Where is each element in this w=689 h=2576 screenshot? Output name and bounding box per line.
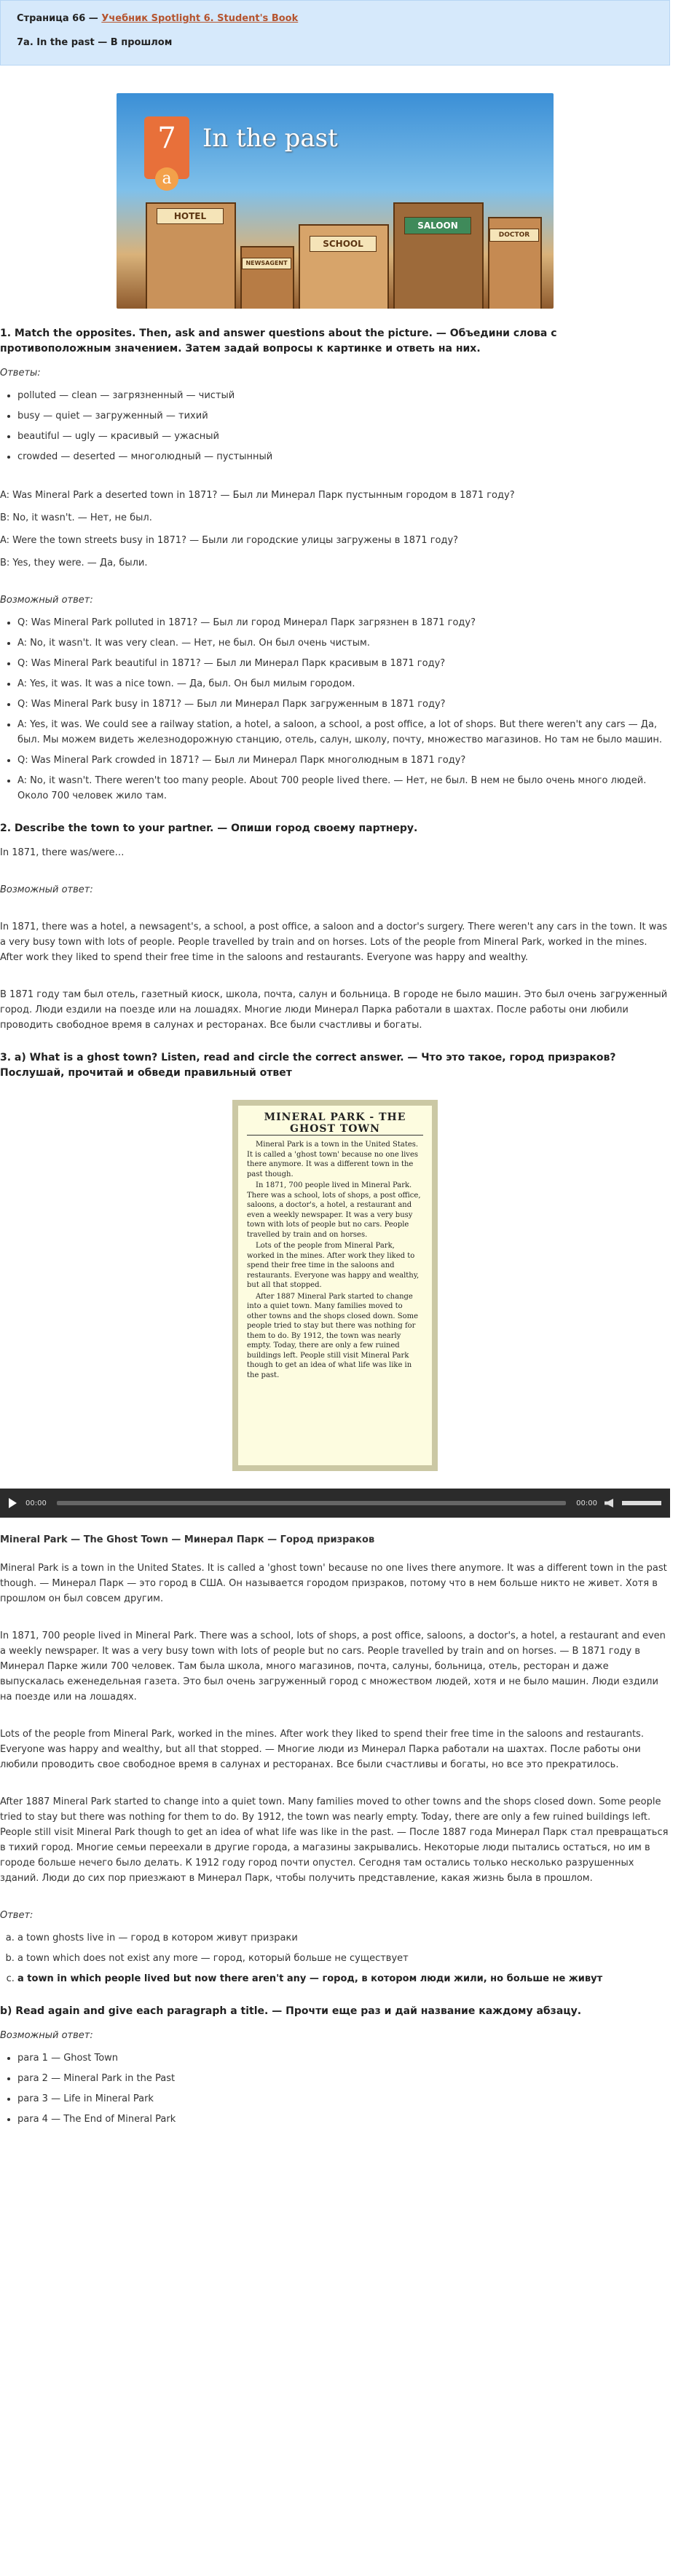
task1-possible-label: Возможный ответ: xyxy=(0,595,93,606)
qa-list xyxy=(0,615,670,804)
saloon-sign: SALOON xyxy=(404,217,471,234)
scan-paragraph: After 1887 Mineral Park started to change into a quiet town. Many families moved to other towns and the shops closed down. Some people tried to stay but there was nothing for them to do. By 1912, the town was nearly empty. Today, there are only a few ruined buildings left. People still visit Mineral Park though to get an idea of what life was like in the past. xyxy=(247,1292,419,1379)
textbook-scan xyxy=(0,1100,670,1471)
list-item: • beautiful — ugly — красивый — ужасный xyxy=(17,429,670,444)
task2-possible-label: Возможный ответ: xyxy=(0,884,93,895)
dialog-line: A: Was Mineral Park a deserted town in 1871? — Был ли Минерал Парк пустынным городом в 1871 году? xyxy=(0,490,515,501)
current-time: 00:00 xyxy=(25,1499,47,1507)
task2-answer-en: In 1871, there was a hotel, a newsagent's, a school, a post office, a saloon and a doctor's surgery. There weren't any cars in the town. It was a very busy town with lots of people. People travelled by train and on horses. Lots of the people from Mineral Park, worked in the mines. After work they liked to spend their free time in the saloons and restaurants. Everyone was happy and wealthy. xyxy=(0,922,668,963)
list-item xyxy=(17,1971,670,1986)
text-paragraph: In 1871, 700 people lived in Mineral Park. There was a school, lots of shops, a post office, saloons, a doctor's, a hotel, a restaurant and even a weekly newspaper. It was a very busy town with lots of people but no cars. People travelled by train and on horses. — В 1871 году в Минерал Парке жили 700 человек. Там была школа, много магазинов, почта, салуны, больница, отель, ресторан и даже выпускалась еженедельная газета. Это был очень загруженный город с множеством людей, хотя и не было машин. Люди ездили на поезде или на лошадях. xyxy=(0,1630,666,1703)
audio-player xyxy=(0,1489,670,1518)
hotel-sign: HOTEL xyxy=(157,208,224,224)
newsagent-sign: NEWSAGENT xyxy=(242,258,291,269)
task3-heading: 3. a) What is a ghost town? Listen, read and circle the correct answer. — Что это такое, город призраков? Послушай, прочитай и обведи правильный ответ xyxy=(0,1052,616,1079)
list-item: • para 1 — Ghost Town xyxy=(17,2050,670,2066)
doctor-sign: DOCTOR xyxy=(489,229,539,242)
list-item: • polluted — clean — загрязненный — чистый xyxy=(17,388,670,403)
list-item: • A: Yes, it was. We could see a railway station, a hotel, a saloon, a school, a post office, a lot of shops. But there weren't any cars — Да, был. Мы можем видеть железнодорожную станцию, отель, салун, школу, почту, множество магазинов. Но там не было машин. xyxy=(17,717,670,748)
text-title: Mineral Park — The Ghost Town — Минерал Парк — Город призраков xyxy=(0,1534,375,1545)
newsagent-building xyxy=(240,246,294,309)
opposites-list xyxy=(0,388,670,464)
text-paragraph: Lots of the people from Mineral Park, worked in the mines. After work they liked to spend their free time in the saloons and restaurants. Everyone was happy and wealthy, but all that stopped. — Многие люди из Минерал Парка работали на шахтах. После работы они любили проводить свое свободное время в салунах и ресторанах. Все были счастливы и богаты, но все это прекратилось. xyxy=(0,1729,644,1770)
list-item: • A: No, it wasn't. It was very clean. — Нет, не был. Он был очень чистым. xyxy=(17,635,670,651)
scan-paragraph: Lots of the people from Mineral Park, worked in the mines. After work they liked to spend their free time in the saloons and restaurants. Everyone was happy and wealthy, but all that stopped. xyxy=(247,1242,420,1289)
lesson-illustration xyxy=(0,93,670,309)
list-item: • Q: Was Mineral Park polluted in 1871? — Был ли город Минерал Парк загрязнен в 1871 году? xyxy=(17,615,670,630)
list-item: • busy — quiet — загруженный — тихий xyxy=(17,408,670,424)
answer-options xyxy=(0,1930,670,1986)
text-paragraph: After 1887 Mineral Park started to change into a quiet town. Many families moved to other towns and the shops closed down. Some people tried to stay but there was nothing for them to do. By 1912, the town was nearly empty. Today, there are only a few ruined buildings left. People still visit Mineral Park though to get an idea of what life was like in the past. — После 1887 года Минерал Парк стал превращаться в тихий город. Многие семьи переехали в другие города, а магазины закрывались. Некоторые люди пытались остаться, но им в городе больше нечего было делать. К 1912 году город почти опустел. Сегодня там остались только несколько разрушенных зданий. Люди до сих пор приезжают в Минерал Парк, чтобы получить представление, какая жизнь была в прошлом. xyxy=(0,1796,669,1884)
dialog-line: A: Were the town streets busy in 1871? — Были ли городские улицы загружены в 1871 году? xyxy=(0,535,459,546)
task1-heading: 1. Match the opposites. Then, ask and answer questions about the picture. — Объедини слова с противоположным значением. Затем задай вопросы к картинке и ответь на них. xyxy=(0,328,557,354)
page-header xyxy=(0,0,670,66)
task2-prompt: In 1871, there was/were… xyxy=(0,847,125,858)
correct-answer: a town in which people lived but now there aren't any — город, в котором люди жили, но больше не живут xyxy=(17,1973,603,1984)
volume-icon[interactable] xyxy=(605,1499,613,1507)
task3b-possible-label: Возможный ответ: xyxy=(0,2030,93,2041)
list-item: • para 4 — The End of Mineral Park xyxy=(17,2112,670,2127)
task3-answer-label: Ответ: xyxy=(0,1910,34,1921)
list-item: b. a town which does not exist any more — город, который больше не существует xyxy=(17,1951,670,1966)
unit-badge: 7 a xyxy=(144,116,189,179)
list-item: • para 3 — Life in Mineral Park xyxy=(17,2091,670,2107)
list-item: • A: No, it wasn't. There weren't too many people. About 700 people lived there. — Нет, не был. В нем не было очень много людей. Около 700 человек жило там. xyxy=(17,773,670,804)
duration: 00:00 xyxy=(576,1499,597,1507)
list-item: a. a town ghosts live in — город в котором живут призраки xyxy=(17,1930,670,1946)
paragraph-titles xyxy=(0,2050,670,2127)
dialog-line: B: Yes, they were. — Да, были. xyxy=(0,558,148,568)
school-sign: SCHOOL xyxy=(310,236,377,252)
task2-answer-ru: В 1871 году там был отель, газетный киоск, школа, почта, салун и больница. В городе не было машин. Это был очень загруженный город. Люди ездили на поезде или на лошадях. Многие люди Минерал Парка работали в шахтах. После работы они любили проводить свободное время в салунах и ресторанах. Все были счастливы и богаты. xyxy=(0,989,668,1031)
task2-heading: 2. Describe the town to your partner. — Опиши город своему партнеру. xyxy=(0,823,418,834)
page-reference: Страница 66 — Учебник Spotlight 6. Student's Book xyxy=(17,13,299,24)
task3b-heading: b) Read again and give each paragraph a title. — Прочти еще раз и дай название каждому абзацу. xyxy=(0,2005,582,2017)
list-item: • para 2 — Mineral Park in the Past xyxy=(17,2071,670,2086)
play-icon[interactable] xyxy=(9,1498,17,1508)
scan-paragraph: In 1871, 700 people lived in Mineral Park. There was a school, lots of shops, a post office, saloons, a doctor's, a hotel, a restaurant and even a weekly newspaper. It was a very busy town with lots of people but no cars. People travelled by train and on horses. xyxy=(247,1181,421,1239)
list-item: • Q: Was Mineral Park busy in 1871? — Был ли Минерал Парк загруженным в 1871 году? xyxy=(17,697,670,712)
task1-answers-label: Ответы: xyxy=(0,368,41,379)
dialog-line: B: No, it wasn't. — Нет, не был. xyxy=(0,512,152,523)
list-item: • Q: Was Mineral Park beautiful in 1871? — Был ли Минерал Парк красивым в 1871 году? xyxy=(17,656,670,671)
seek-bar[interactable] xyxy=(57,1501,566,1505)
list-item: • A: Yes, it was. It was a nice town. — Да, был. Он был милым городом. xyxy=(17,676,670,691)
list-item: • crowded — deserted — многолюдный — пустынный xyxy=(17,449,670,464)
lesson-title: 7a. In the past — В прошлом xyxy=(17,37,173,48)
illustration-title: In the past xyxy=(202,124,338,153)
text-paragraph: Mineral Park is a town in the United States. It is called a 'ghost town' because no one lives there anymore. It was a different town in the past though. — Минерал Парк — это город в США. Он называется городом призраков, потому что в нем больше никто не живет. Хотя в прошлом он был совсем другим. xyxy=(0,1563,667,1604)
book-link[interactable]: Учебник Spotlight 6. Student's Book xyxy=(101,13,299,24)
scan-paragraph: Mineral Park is a town in the United States. It is called a 'ghost town' because no one lives there anymore. It was a different town in the past though. xyxy=(247,1141,419,1178)
scan-title: MINERAL PARK - THE GHOST TOWN xyxy=(247,1111,423,1136)
list-item: • Q: Was Mineral Park crowded in 1871? — Был ли Минерал Парк многолюдным в 1871 году? xyxy=(17,753,670,768)
volume-slider[interactable] xyxy=(622,1501,661,1505)
